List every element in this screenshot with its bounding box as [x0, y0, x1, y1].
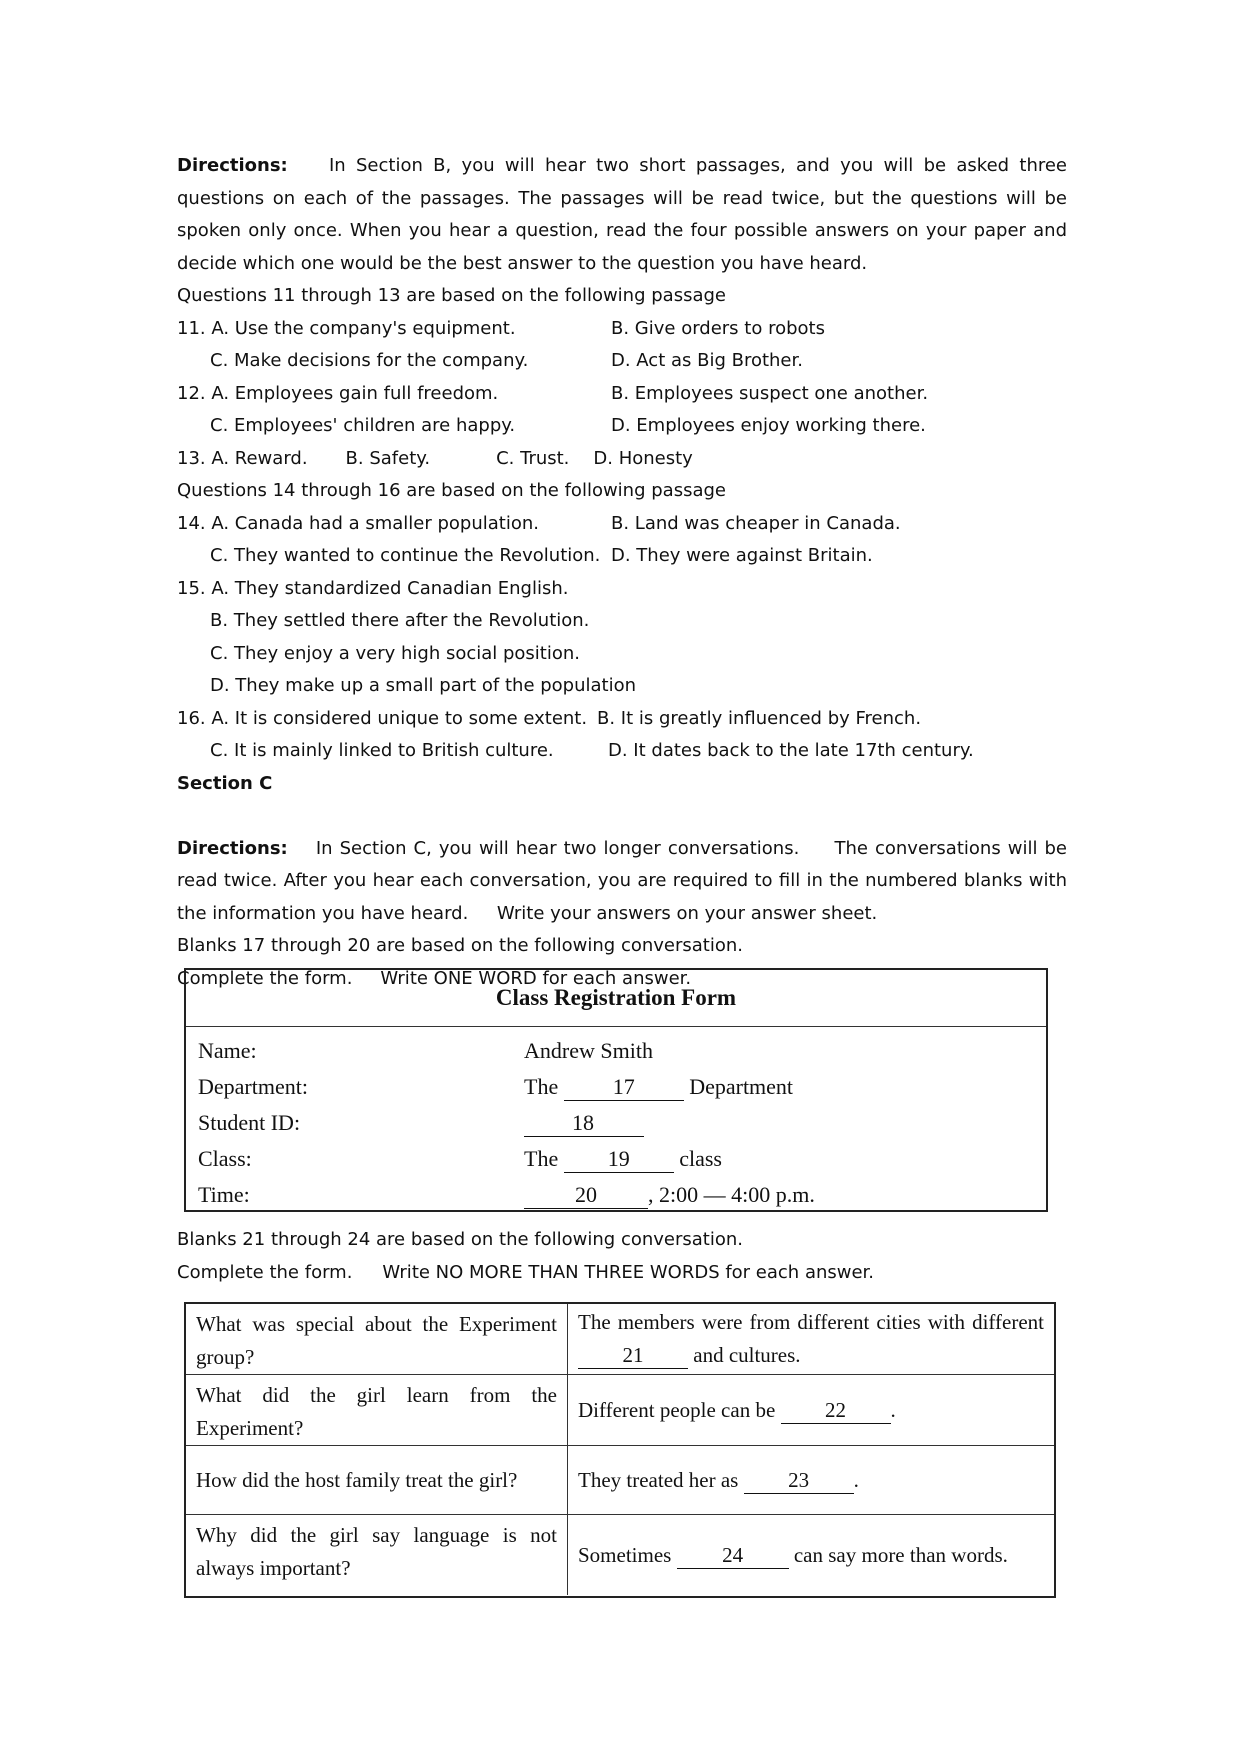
q13-option-a: 13. A. Reward. — [177, 447, 308, 469]
blank-24: 24 — [677, 1542, 789, 1569]
q15-option-b: B. They settled there after the Revolution. — [210, 610, 590, 631]
answer-text: The members were from different cities with different — [578, 1310, 1044, 1334]
question-cell: What did the girl learn from the Experiment? — [186, 1375, 568, 1445]
q13-option-b: B. Safety. — [345, 447, 431, 469]
q13-row — [177, 443, 1067, 476]
answer-text: . — [853, 1467, 859, 1492]
table-row — [186, 1375, 1054, 1446]
class-suffix: class — [679, 1146, 722, 1171]
passage2-intro: Questions 14 through 16 are based on the following passage — [177, 480, 726, 501]
answer-cell — [568, 1375, 1054, 1445]
section-b-directions — [177, 150, 1067, 280]
section-c-directions — [177, 800, 1073, 930]
class-registration-form — [184, 968, 1048, 1212]
blank-22: 22 — [781, 1397, 891, 1424]
q11-row2 — [177, 345, 1067, 378]
complete-form-label: Complete the form. — [177, 967, 353, 989]
q13-option-c: C. Trust. — [496, 447, 570, 469]
q16-option-b: B. It is greatly influenced by French. — [597, 707, 922, 729]
word-limit-instruction: Write NO MORE THAN THREE WORDS for each answer. — [382, 1261, 875, 1283]
q11-row1 — [177, 313, 1067, 346]
blank-21: 21 — [578, 1342, 688, 1369]
answer-text: and cultures. — [693, 1343, 801, 1367]
form-row-class — [186, 1141, 1046, 1177]
q12-row1 — [177, 378, 1067, 411]
form-row-name — [186, 1033, 1046, 1069]
form-row-time — [186, 1177, 1046, 1213]
answer-text: . — [890, 1397, 896, 1422]
directions-text: In Section C, you will hear two longer conversations. The conversations will be read twice. After you hear each conversation, you are required to fill in the numbered blanks with the information you have heard. Write your answers on your answer sheet. — [177, 837, 1073, 924]
q11-option-b: B. Give orders to robots — [611, 317, 825, 339]
form-row-department — [186, 1069, 1046, 1105]
instruction2-row — [177, 1257, 1067, 1290]
answer-cell — [568, 1446, 1054, 1514]
blanks1-intro: Blanks 17 through 20 are based on the following conversation. — [177, 935, 743, 956]
blanks2-instructions — [177, 1224, 1067, 1289]
directions-label: Directions: — [177, 837, 288, 859]
q12-option-c: C. Employees' children are happy. — [210, 415, 516, 436]
blank-20: 20 — [524, 1182, 648, 1209]
student-id-label: Student ID: — [198, 1110, 301, 1135]
q16-row2 — [177, 735, 1067, 768]
table-row — [186, 1304, 1054, 1375]
q14-row2 — [177, 540, 1067, 573]
q14-option-d: D. They were against Britain. — [611, 545, 873, 566]
answer-text: Different people can be — [578, 1397, 776, 1422]
question-cell: What was special about the Experiment group? — [186, 1304, 568, 1374]
q12-row2 — [177, 410, 1067, 443]
q15-option-a: 15. A. They standardized Canadian English. — [177, 577, 569, 599]
q15-option-d: D. They make up a small part of the population — [210, 675, 637, 696]
experiment-table — [184, 1302, 1056, 1598]
answer-text: Sometimes — [578, 1542, 672, 1567]
word-limit-instruction: Write ONE WORD for each answer. — [380, 967, 692, 989]
q14-row1 — [177, 508, 1067, 541]
q14-option-a: 14. A. Canada had a smaller population. — [177, 512, 539, 534]
q16-option-d: D. It dates back to the late 17th century. — [608, 740, 974, 761]
q11-option-c: C. Make decisions for the company. — [210, 350, 529, 371]
class-label: Class: — [198, 1146, 252, 1171]
passage1-intro: Questions 11 through 13 are based on the following passage — [177, 285, 726, 306]
q11-option-d: D. Act as Big Brother. — [611, 350, 803, 371]
answer-cell — [568, 1304, 1054, 1374]
question-cell: Why did the girl say language is not always important? — [186, 1515, 568, 1595]
question-cell — [186, 1446, 568, 1514]
section-c-heading: Section C — [177, 772, 273, 794]
name-value: Andrew Smith — [524, 1038, 653, 1063]
time-suffix: , 2:00 — 4:00 p.m. — [648, 1182, 815, 1207]
directions-label: Directions: — [177, 155, 288, 176]
table-row — [186, 1446, 1054, 1515]
department-label: Department: — [198, 1074, 308, 1099]
department-prefix: The — [524, 1074, 559, 1099]
q14-option-c: C. They wanted to continue the Revolution. — [210, 545, 601, 566]
q14-option-b: B. Land was cheaper in Canada. — [611, 512, 901, 534]
department-suffix: Department — [689, 1074, 794, 1099]
form-row-student-id — [186, 1105, 1046, 1141]
blank-19: 19 — [564, 1146, 674, 1173]
complete-form-label: Complete the form. — [177, 1261, 353, 1283]
document-body — [177, 150, 1073, 995]
blank-17: 17 — [564, 1074, 684, 1101]
form-title: Class Registration Form — [186, 970, 1046, 1027]
directions-text: In Section B, you will hear two short passages, and you will be asked three questions on each of the passages. The passages will be read twice, but the questions will be spoken only once. When you hear a question, read the four possible answers on your paper and decide which one would be the best answer to the question you have heard. — [177, 155, 1067, 274]
q16-option-c: C. It is mainly linked to British culture. — [210, 740, 554, 761]
name-label: Name: — [198, 1038, 257, 1063]
question-text: How did the host family treat the girl? — [196, 1467, 518, 1492]
q12-option-d: D. Employees enjoy working there. — [611, 415, 926, 436]
time-label: Time: — [198, 1182, 250, 1207]
q12-option-a: 12. A. Employees gain full freedom. — [177, 382, 499, 404]
blank-23: 23 — [744, 1467, 854, 1494]
answer-text: can say more than words. — [793, 1542, 1008, 1567]
q13-option-d: D. Honesty — [593, 447, 693, 469]
q12-option-b: B. Employees suspect one another. — [611, 382, 929, 404]
answer-cell — [568, 1515, 1054, 1595]
q11-option-a: 11. A. Use the company's equipment. — [177, 317, 516, 339]
table-row — [186, 1515, 1054, 1595]
answer-text: They treated her as — [578, 1467, 739, 1492]
q15-option-c: C. They enjoy a very high social position. — [210, 642, 581, 664]
q16-option-a: 16. A. It is considered unique to some extent. — [177, 707, 588, 729]
class-prefix: The — [524, 1146, 559, 1171]
q16-row1 — [177, 703, 1067, 736]
blanks2-intro: Blanks 21 through 24 are based on the following conversation. — [177, 1229, 743, 1250]
blank-18: 18 — [524, 1110, 644, 1137]
